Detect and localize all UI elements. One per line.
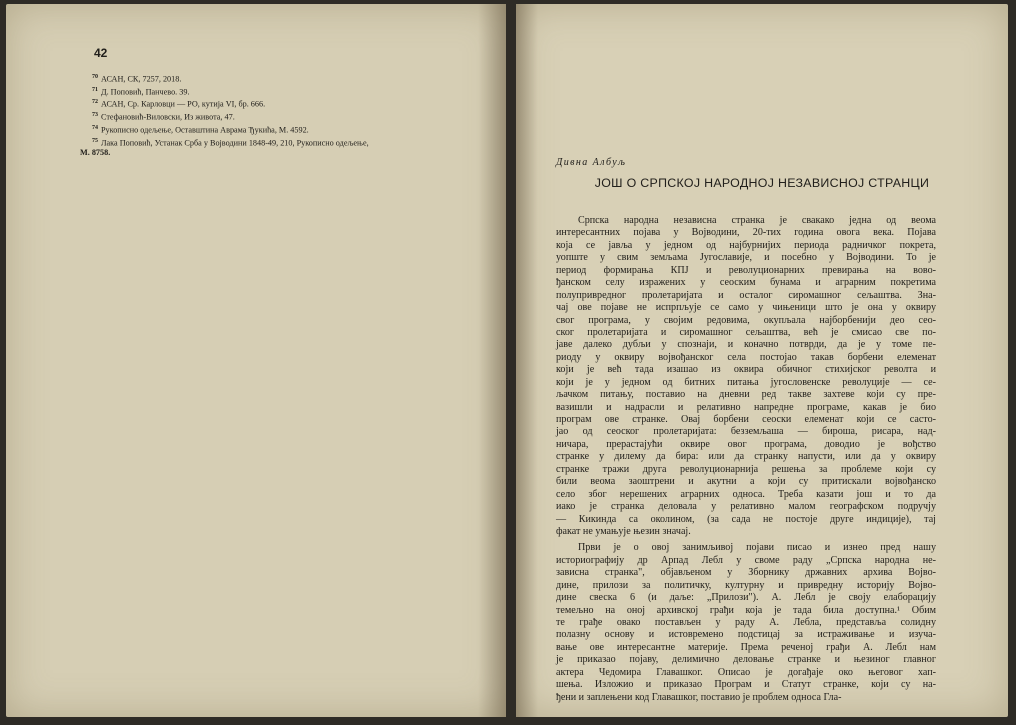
footnote-text: АСАН, Ср. Карловци — РО, кутија VI, бр. 666. (101, 100, 266, 110)
text-line: село због нерешених аграрних односа. Треба казати још и то да (556, 488, 936, 500)
footnote-number: 71 (92, 86, 98, 93)
text-line: уопште у свим земљама Југославије, и посебно у Војводини. То је (556, 252, 936, 264)
text-line: ничара, прерастајући оквире овог програма, доводио је вођство (556, 438, 936, 450)
text-line: Српска народна независна странка је свакако једна од веома (578, 215, 936, 226)
text-line: ског пролетаријата и сиромашног сељаштва, већ је смисао све по- (556, 326, 936, 338)
text-line: — Кикинда са околином, (за сада не постоје друге индиције), тај (556, 513, 936, 525)
text-line: полупривредног пролетаријата и осталог сиромашног сељаштва. Зна- (556, 289, 936, 301)
text-line: ђени и заплењени код Главашког, поставио је проблем односа Гла- (556, 691, 842, 703)
footnote (92, 110, 492, 123)
article-title: ЈОШ О СРПСКОЈ НАРОДНОЈ НЕЗАВИСНОЈ СТРАНЦИ (594, 176, 930, 190)
text-line: зависна странка", објављеном у Зборнику државних архива Војво- (556, 567, 936, 579)
text-line: актера Чедомира Главашког. Описао је догађаје око његовог хап- (556, 666, 936, 678)
text-line: програм ове странке. Овај борбени сеоски елеменат који се састо- (556, 414, 936, 425)
footnote-number: 74 (92, 124, 98, 131)
footnote-text: Рукописно одељење, Оставштина Аврама Ђукића, М. 4592. (101, 125, 309, 135)
text-line: који је у једном од битних питања југословенске револуције — се- (556, 376, 936, 388)
paragraph (556, 215, 936, 538)
text-line: били веома заоштрени и акутни а који су притискали војвођанско (556, 476, 936, 488)
text-line: јао од сеоског пролетаријата: безземљаша — бироша, рисара, над- (556, 426, 936, 438)
footnote-text: Стефановић-Виловски, Из живота, 47. (101, 112, 235, 122)
footnote (92, 72, 492, 85)
text-line: темељно на оној архивској грађи која је тада била доступна.¹ Обим (556, 604, 936, 616)
footnote-number: 75 (92, 137, 98, 144)
text-line: вазишли и надрасли и релативно напредне програме, какав је био (556, 401, 936, 413)
footnote-number: 70 (92, 74, 98, 80)
page-number: 42 (94, 46, 108, 60)
article-author: Дивна Албуљ (556, 157, 627, 168)
text-line: јаве далеко дубљи у спознаји, и коначно потврди, да је у томе пе- (556, 339, 936, 351)
footnote (92, 97, 492, 110)
text-line: који је већ тада изашао из оквира обичног стихијског револта и (556, 364, 936, 376)
footnote-text: Лака Поповић, Устанак Срба у Војводини 1848-49, 210, Рукописно одељење, (101, 138, 369, 148)
text-line: иако је странка деловала у релативно малом географском подручју (556, 501, 936, 513)
text-line: период формирања КПЈ и револуционарних превирања на вово- (556, 264, 936, 276)
footnote-number: 73 (92, 112, 98, 119)
footnote (92, 136, 492, 149)
footnote (92, 85, 492, 98)
text-line: је приказао појаву, делимично деловање странке и њезиног главног (556, 654, 936, 666)
text-line: чај ове појаве не испрпљује се само у чињеници што је она у оквиру (556, 302, 936, 314)
text-line: дине, прилози за политичку, културну и привредну историју Војво- (556, 579, 936, 591)
text-line: риоду у оквиру војвођанског села постојао такав борбени елеменат (556, 351, 936, 363)
footnote-continuation: М. 8758. (80, 148, 111, 158)
text-line: љачком питању, поставио на дневни ред такве захтеве који су пре- (556, 389, 936, 401)
text-line: шења. Изложио и приказао Програм и Статут странке, који су на- (556, 679, 936, 691)
footnote (92, 123, 492, 136)
footnotes (80, 72, 492, 158)
text-line: ђанском селу изражених у сеоским бунама и аграрним покретима (556, 277, 936, 289)
text-line: интересантних појава у Војводини, 20-тих година овога века. Појава (556, 227, 936, 239)
paragraph (556, 542, 936, 704)
text-line: факат не умањује њезин значај. (556, 525, 691, 537)
footnote-number: 72 (92, 99, 98, 106)
text-line: странке у дилему да бира: или да странку напусти, или да у оквиру (556, 451, 936, 463)
text-line: полазну основу и истовремено подстицај за истраживање и изуча- (556, 629, 936, 641)
text-line: историографију др Арпад Лебл у своме раду „Српска народна не- (556, 554, 936, 566)
text-line: дине свеска 6 (и даље: „Прилози"). А. Лебл је своју елаборацију (556, 592, 936, 604)
footnote-text: АСАН, СК, 7257, 2018. (101, 74, 182, 84)
text-line: која се јавља у једном од најбурнијих периода радничког покрета, (556, 239, 936, 251)
footnote-text: Д. Поповић, Панчево. 39. (101, 87, 190, 97)
article-body (556, 215, 936, 704)
text-line: странке тражи друга револуционарнија решења за проблеме који су (556, 463, 936, 475)
right-gutter-shadow (516, 4, 538, 717)
text-line: Први је о овој занимљивој појави писао и изнео пред нашу (578, 542, 936, 554)
text-line: свог програма, у својим редовима, окупљала најборбенији део сео- (556, 314, 936, 326)
text-line: те грађе овако постављен у раду А. Лебла, представља солидну (556, 617, 936, 628)
text-line: вање ове интересантне материје. Према реченој грађи А. Лебл нам (556, 641, 936, 653)
